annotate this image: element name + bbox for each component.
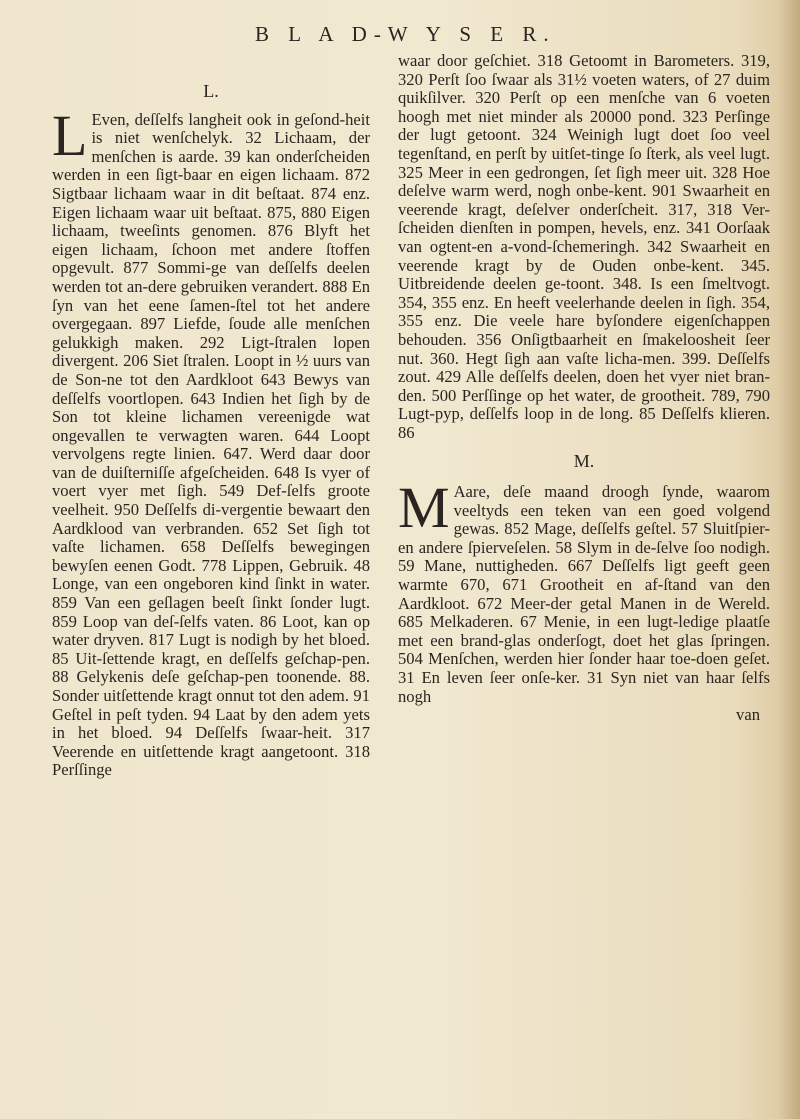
left-column bbox=[52, 52, 370, 780]
drop-cap-l: L bbox=[52, 102, 88, 168]
index-entries-m bbox=[398, 475, 770, 706]
index-entries-l-continued: waar door geſchiet. 318 Getoomt in Barometers. 319, 320 Perſt ſoo ſwaar als 31½ voeten waters, of 27 duim quikſilver. 320 Perſt op een menſche van 6 voeten hoogh met niet minder als 20000 pond. 323 Perſinge der lugt getoont. 324 Weinigh lugt doet ſoo veel tegenſtand, en perſt by uitſet-tinge ſo ſterk, als veel lugt. 325 Meer in een gedrongen, ſet ſigh meer uit. 328 Hoe deſelve warm werd, nogh onbe-kent. 901 Swaarheit en veerende kragt, deſelver onderſcheit. 317, 318 Ver-ſcheiden dienſten in pompen, hevels, enz. 341 Oorſaak van ogtent-en a-vond-ſchemeringh. 342 Swaarheit en veerende kragt by de Ouden onbe-kent. 345. Uitbreidende deelen ge-toont. 348. Is een ſmeltvogt. 354, 355 enz. En heeft veelerhande deelen in ſigh. 354, 355 enz. Die veele hare byſondere eigenſchappen behouden. 356 Onſigtbaarheit en ſmakeloosheit ſeer nut. 360. Hegt ſigh aan vaſte licha-men. 399. Deſſelfs zout. 429 Alle deſſelfs deelen, doen het vyer niet bran-den. 500 Perſſinge op het water, de grootheit. 789, 790 Lugt-pyp, deſſelfs loop in de long. 85 Deſſelfs klieren. 86 bbox=[398, 51, 770, 442]
running-head: B L A D-W Y S E R. bbox=[255, 22, 556, 46]
drop-cap-m: M bbox=[398, 475, 450, 541]
index-text-m: Aare, deſe maand droogh ſynde, waarom veeltyds een teken van een goed volgend gewas. 852 Mage, deſſelfs geſtel. 57 Sluitſpier- en andere ſpierveſelen. 58 Slym in de-ſelve ſoo nodigh. 59 Mane, nuttigheden. 667 Deſſelfs ligt geeft geen warmte 670, 671 Grootheit en af-ſtand van den Aardkloot. 672 Meer-der getal Manen in de Wereld. 685 Melkaderen. 67 Menie, in een lugt-ledige plaatſe met een brand-glas onderſogt, doet het glas ſpringen. 504 Menſchen, werden hier ſonder haar toe-doen geſet. 31 En leven ſeer onſe-ker. 31 Syn niet van haar ſelfs nogh bbox=[398, 482, 770, 706]
right-column bbox=[398, 52, 770, 725]
catchword: van bbox=[736, 705, 760, 725]
section-letter-l: L. bbox=[203, 81, 219, 101]
index-entries-l bbox=[52, 102, 370, 780]
index-text-l: Even, deſſelfs langheit ook in geſond-heit is niet wenſchelyk. 32 Lichaam, der menſchen is aarde. 39 kan onderſcheiden werden in een ſigt-baar en eigen lichaam. 872 Sigtbaar lichaam waar in dit beſtaat. 874 enz. Eigen lichaam waar uit beſtaat. 875, 880 Eigen lichaam, tweeſints genomen. 876 Blyft het eigen lichaam, ſchoon met andere ſtoffen opgevult. 877 Sommi-ge van deſſelfs deelen werden tot an-dere gebruiken verandert. 888 En ſyn van het eene ſamen-ſtel tot het andere overgegaan. 897 Liefde, ſoude alle menſchen gelukkigh maken. 292 Ligt-ſtralen lopen divergent. 206 Siet ſtralen. Loopt in ½ uurs van de Son-ne tot den Aardkloot 643 Bewys van deſſelfs voortlopen. 643 Indien het ſigh by de Son tot kleine lichamen vereenigde wat ongevallen te verwagten waren. 644 Loopt vervolgens regte linien. 647. Werd daar door van de duiſterniſſe afgeſcheiden. 648 Is vyer of voert vyer met ſigh. 549 Def-ſelfs groote veelheit. 950 Deſſelfs di-vergentie bewaart den Aardklood van verbranden. 652 Set ſigh tot vaſte lichamen. 658 Deſſelfs bewegingen bewyſen eenen Godt. 778 Lippen, Gebruik. 48 Longe, van een ongeboren kind ſinkt in water. 859 Van een geſlagen beeſt ſinkt ſonder lugt. 859 Loop van deſ-ſelfs vaten. 86 Loot, kan op water dryven. 817 Lugt is nodigh by het bloed. 85 Uit-ſettende kragt, en deſſelfs geſchap-pen. 88 Gelykenis deſe geſchap-pen toonende. 88. Sonder uitſettende kragt onnut tot den adem. 91 Geſtel in peſt tyden. 94 Laat by den adem yets in het bloed. 94 Deſſelfs ſwaar-heit. 317 Veerende en uitſettende kragt aangetoont. 318 Perſſinge bbox=[52, 109, 370, 780]
page-edge-shadow bbox=[778, 0, 800, 1119]
section-letter-m: M. bbox=[573, 451, 595, 472]
